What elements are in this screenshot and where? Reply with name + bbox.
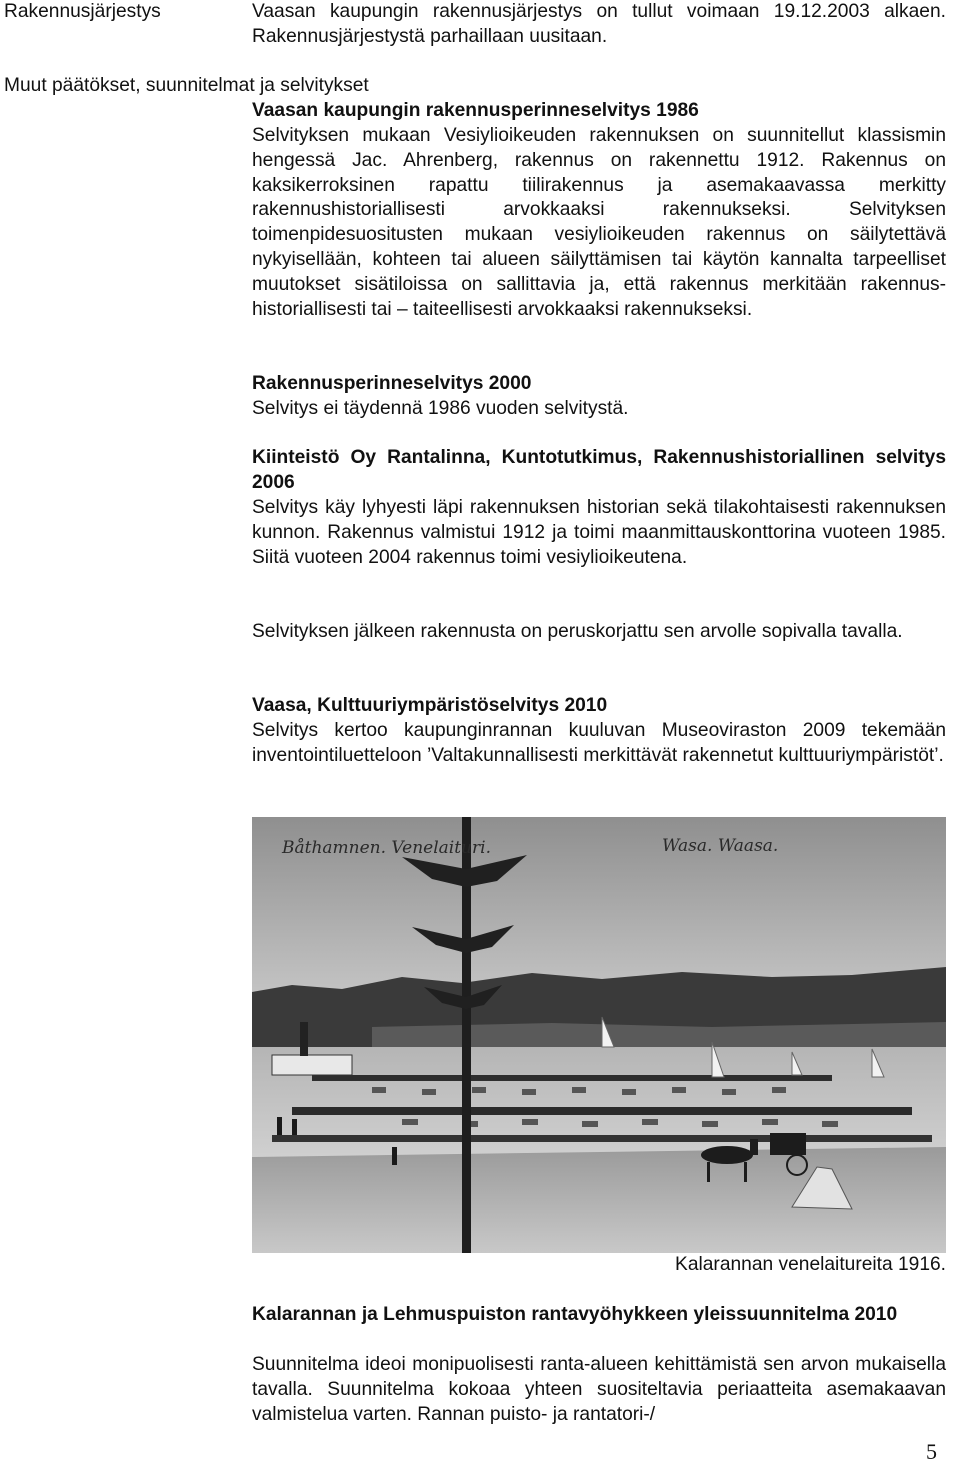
photo-handwriting-left: Båthamnen. Venelaituri.	[282, 838, 491, 858]
harbour-photo	[252, 817, 946, 1253]
photo-caption: Kalarannan venelaitureita 1916.	[675, 1254, 946, 1275]
block-1986-paragraph: Selvityksen mukaan Vesiylioikeuden rakennuksen on suunnitellut klassismin hengessä Jac. Ahrenberg, rakennus on rakennettu 1912. Rakennus on kaksikerroksinen rapattu tiilirakennus ja asemakaavassa merkitty rakennushistoriallisesti arvokkaaksi rakennukseksi. Selvityksen toimenpidesuositusten mukaan vesiylioikeuden rakennus on säilytettävä nykyisellään, kohteen tai alueen säilyttämisen tai käytön kannalta tarpeelliset muutokset sisätiloissa on sallittavia ja, että rakennus merkitään rakennus-historiallisesti tai – taiteellisesti arvokkaaksi rakennukseksi.	[252, 125, 946, 320]
photo-handwriting-right: Wasa. Waasa.	[662, 836, 779, 856]
block-2000-paragraph: Selvitys ei täydennä 1986 vuoden selvitystä.	[252, 398, 629, 419]
block-2000-heading: Rakennusperinneselvitys 2000	[252, 373, 532, 394]
block-2010-paragraph: Selvitys kertoo kaupunginrannan kuuluvan Museoviraston 2009 tekemään inventointiluetteloon ’Valtakunnallisesti merkittävät rakennetut kulttuuriympäristöt’.	[252, 720, 946, 766]
block-1986-heading: Vaasan kaupungin rakennusperinneselvitys 1986	[252, 100, 699, 121]
block-2010-heading: Vaasa, Kulttuuriympäristöselvitys 2010	[252, 695, 608, 716]
section-title: Muut päätökset, suunnitelmat ja selvitykset	[4, 75, 369, 96]
intro-paragraph: Vaasan kaupungin rakennusjärjestys on tullut voimaan 19.12.2003 alkaen. Rakennusjärjestystä parhaillaan uusitaan.	[252, 1, 946, 47]
block-2006-heading: Kiinteistö Oy Rantalinna, Kuntotutkimus, Rakennushistoriallinen selvitys 2006	[252, 447, 946, 493]
block-yleissuunnitelma-paragraph: Suunnitelma ideoi monipuolisesti ranta-alueen kehittämistä sen arvon mukaisella tavalla. Suunnitelma kokoaa yhteen suositeltavia periaatteita asemakaavan valmistelua varten. Rannan puisto- ja rantatori-/	[252, 1354, 946, 1425]
block-2006-paragraph-2: Selvityksen jälkeen rakennusta on peruskorjattu sen arvolle sopivalla tavalla.	[252, 621, 903, 642]
side-label: Rakennusjärjestys	[4, 1, 161, 22]
block-yleissuunnitelma-heading: Kalarannan ja Lehmuspuiston rantavyöhykkeen yleissuunnitelma 2010	[252, 1304, 898, 1325]
page-number: 5	[926, 1439, 937, 1464]
block-2006-paragraph-1: Selvitys käy lyhyesti läpi rakennuksen historian sekä tilakohtaisesti rakennuksen kunnon. Rakennus valmistui 1912 ja toimi maanmittauskonttorina vuoteen 1985. Siitä vuoteen 2004 rakennus toimi vesiylioikeutena.	[252, 497, 946, 568]
